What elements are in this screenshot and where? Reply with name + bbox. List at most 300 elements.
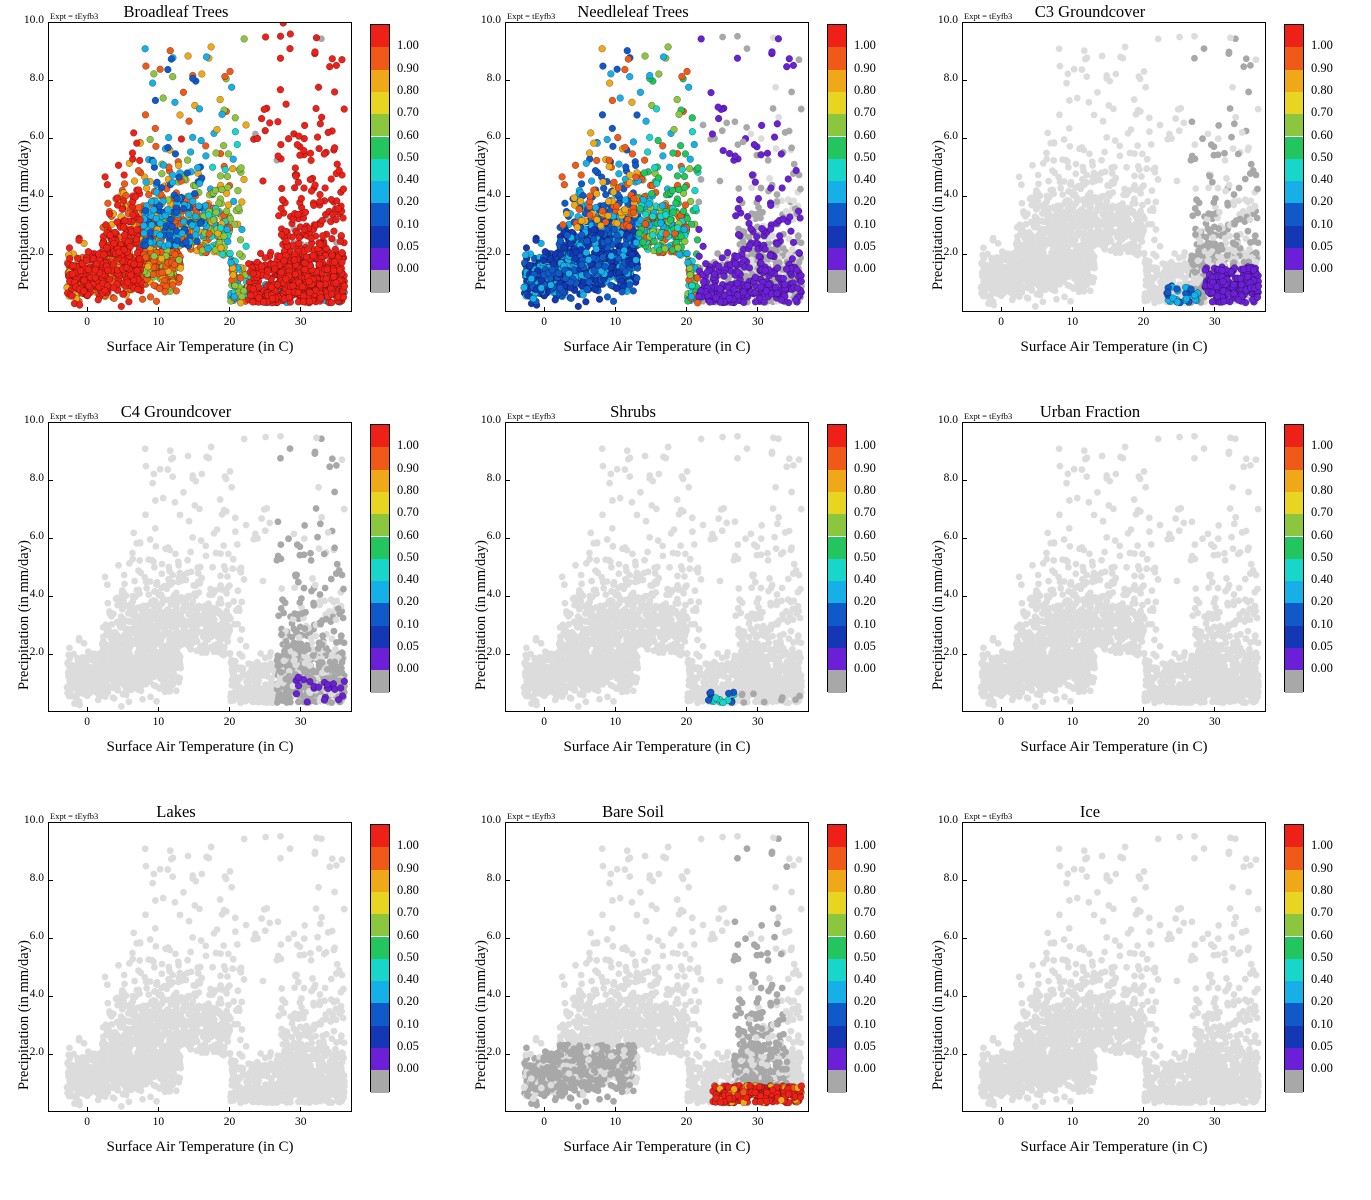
y-tick-label: 6.0 [29, 130, 44, 142]
scatter-points [963, 823, 1266, 1112]
x-axis-label: Surface Air Temperature (in C) [106, 339, 294, 355]
colorbar-segment [1285, 25, 1303, 47]
colorbar-tick-label: 0.80 [1311, 882, 1333, 897]
colorbar-tick-label: 0.80 [397, 882, 419, 897]
colorbar-tick-label: 0.90 [397, 60, 419, 75]
x-tick [757, 707, 758, 712]
y-tick [48, 1054, 53, 1055]
scatter-points [506, 23, 809, 312]
colorbar-tick-label: 0.05 [854, 239, 876, 253]
y-tick [48, 996, 53, 997]
y-tick [505, 138, 510, 139]
y-tick [505, 480, 510, 481]
colorbar-tick-label: 1.00 [1311, 438, 1333, 453]
colorbar-segment [828, 270, 846, 292]
colorbar-tick-label: 0.80 [854, 82, 876, 97]
y-tick [48, 254, 53, 255]
colorbar-segment [1285, 981, 1303, 1003]
x-tick [757, 1107, 758, 1112]
colorbar-tick-label: 0.90 [854, 60, 876, 75]
x-tick [1143, 307, 1144, 312]
colorbar [370, 824, 390, 1092]
colorbar-tick-label: 0.10 [854, 1016, 876, 1031]
panel-title: Ice [1079, 802, 1101, 821]
y-tick [505, 596, 510, 597]
colorbar-tick-label: 1.00 [397, 438, 419, 453]
x-tick-label: 20 [680, 1116, 693, 1128]
colorbar-segment [371, 1026, 389, 1048]
x-tick [229, 1107, 230, 1112]
x-tick-label: 20 [680, 316, 693, 328]
colorbar-tick-label: 0.80 [397, 482, 419, 497]
y-axis-label: Precipitation (in mm/day) [16, 540, 32, 690]
colorbar-tick-label: 0.40 [397, 572, 419, 587]
x-tick [1214, 307, 1215, 312]
y-tick [962, 1054, 967, 1055]
colorbar-tick-label: 0.05 [1311, 239, 1333, 253]
colorbar-segment [371, 514, 389, 536]
colorbar-segment [828, 870, 846, 892]
scatter-points [506, 823, 809, 1112]
colorbar-segment [828, 226, 846, 248]
colorbar-segment [828, 559, 846, 581]
x-tick [686, 707, 687, 712]
colorbar-segment [371, 203, 389, 225]
colorbar-tick-label: 0.60 [854, 527, 876, 542]
colorbar-segment [1285, 447, 1303, 469]
colorbar-segment [828, 114, 846, 136]
colorbar-tick-label: 0.80 [397, 82, 419, 97]
colorbar-segment [1285, 825, 1303, 847]
y-tick [505, 1054, 510, 1055]
colorbar-segment [1285, 914, 1303, 936]
colorbar-segment [371, 870, 389, 892]
colorbar-tick-label: 0.60 [397, 127, 419, 142]
y-tick-label: 2.0 [486, 246, 501, 258]
y-tick-label: 8.0 [943, 72, 958, 84]
x-tick-label: 10 [152, 1116, 165, 1128]
colorbar-segment [371, 914, 389, 936]
panel-title: Bare Soil [602, 802, 664, 821]
y-tick [505, 196, 510, 197]
x-tick-label: 10 [609, 1116, 622, 1128]
x-tick [87, 1107, 88, 1112]
colorbar-tick-label: 0.20 [854, 194, 876, 209]
y-tick-label: 6.0 [943, 530, 958, 542]
colorbar-tick-label: 0.60 [1311, 127, 1333, 142]
x-tick [158, 1107, 159, 1112]
x-tick-label: 30 [751, 1116, 764, 1128]
colorbar-segment [828, 537, 846, 559]
colorbar-tick-label: 0.80 [1311, 82, 1333, 97]
colorbar [827, 24, 847, 292]
y-tick-label: 2.0 [943, 646, 958, 658]
y-tick [505, 538, 510, 539]
x-axis-label: Surface Air Temperature (in C) [563, 739, 751, 755]
colorbar-tick-label: 0.40 [1311, 172, 1333, 187]
x-tick-label: 0 [998, 716, 1005, 728]
colorbar-segment [1285, 425, 1303, 447]
colorbar-tick-label: 0.70 [397, 505, 419, 520]
panel-title: Shrubs [610, 402, 656, 421]
colorbar-segment [371, 847, 389, 869]
expt-label: Expt = tEyfb3 [964, 411, 1013, 421]
scatter-points [49, 23, 352, 312]
x-tick [300, 1107, 301, 1112]
colorbar-tick-label: 0.10 [397, 1016, 419, 1031]
scatter-points [506, 423, 809, 712]
y-tick-label: 2.0 [29, 646, 44, 658]
chart-panel [0, 800, 457, 1200]
y-tick [505, 254, 510, 255]
colorbar-segment [1285, 626, 1303, 648]
y-tick-label: 2.0 [943, 1046, 958, 1058]
colorbar-segment [371, 470, 389, 492]
colorbar [370, 24, 390, 292]
x-tick-label: 10 [1066, 716, 1079, 728]
x-axis-label: Surface Air Temperature (in C) [563, 339, 751, 355]
colorbar-tick-label: 0.10 [1311, 1016, 1333, 1031]
y-tick-label: 2.0 [29, 246, 44, 258]
colorbar [1284, 824, 1304, 1092]
x-tick [544, 1107, 545, 1112]
y-tick-label: 8.0 [486, 72, 501, 84]
colorbar-tick-label: 0.05 [397, 239, 419, 253]
x-tick [87, 307, 88, 312]
colorbar-tick-label: 0.20 [397, 194, 419, 209]
y-axis-label: Precipitation (in mm/day) [473, 940, 489, 1090]
y-tick [48, 422, 53, 423]
y-tick-label: 10.0 [937, 14, 958, 26]
x-tick-label: 0 [84, 716, 91, 728]
colorbar-tick-label: 0.70 [854, 505, 876, 520]
x-tick-label: 30 [1208, 1116, 1221, 1128]
x-tick [1001, 307, 1002, 312]
x-tick-label: 30 [751, 316, 764, 328]
plot-area [505, 422, 809, 712]
colorbar-segment [1285, 514, 1303, 536]
x-tick [544, 307, 545, 312]
y-tick [48, 138, 53, 139]
colorbar-tick-label: 0.10 [1311, 616, 1333, 631]
y-tick-label: 10.0 [23, 14, 44, 26]
y-tick-label: 6.0 [29, 530, 44, 542]
colorbar-tick-label: 0.40 [397, 972, 419, 987]
colorbar [1284, 24, 1304, 292]
colorbar-segment [828, 470, 846, 492]
y-tick [962, 822, 967, 823]
colorbar-tick-label: 0.05 [1311, 639, 1333, 653]
colorbar-tick-label: 0.50 [397, 149, 419, 164]
colorbar-segment [828, 825, 846, 847]
colorbar-segment [371, 70, 389, 92]
colorbar-segment [371, 492, 389, 514]
x-tick [300, 307, 301, 312]
colorbar [827, 424, 847, 692]
x-tick [615, 1107, 616, 1112]
colorbar-segment [828, 181, 846, 203]
colorbar-segment [1285, 137, 1303, 159]
y-axis-label: Precipitation (in mm/day) [473, 140, 489, 290]
colorbar-segment [371, 447, 389, 469]
y-tick-label: 10.0 [23, 414, 44, 426]
colorbar-segment [828, 137, 846, 159]
x-tick-label: 20 [223, 1116, 236, 1128]
colorbar-tick-label: 0.20 [854, 594, 876, 609]
colorbar-segment [828, 581, 846, 603]
colorbar-segment [828, 892, 846, 914]
colorbar-segment [1285, 248, 1303, 270]
colorbar-segment [1285, 648, 1303, 670]
colorbar-segment [371, 159, 389, 181]
colorbar-tick-label: 0.50 [397, 949, 419, 964]
y-tick-label: 4.0 [486, 188, 501, 200]
x-tick-label: 30 [294, 716, 307, 728]
x-tick [1214, 707, 1215, 712]
expt-label: Expt = tEyfb3 [507, 811, 556, 821]
x-tick-label: 0 [998, 1116, 1005, 1128]
colorbar-tick-label: 0.80 [1311, 482, 1333, 497]
panel-title: Needleleaf Trees [577, 2, 689, 21]
colorbar-segment [828, 25, 846, 47]
y-tick [962, 22, 967, 23]
chart-panel [457, 800, 914, 1200]
y-tick [48, 880, 53, 881]
colorbar-tick-label: 0.05 [854, 639, 876, 653]
colorbar-segment [828, 1048, 846, 1070]
panel-title: C3 Groundcover [1034, 2, 1146, 21]
expt-label: Expt = tEyfb3 [50, 411, 99, 421]
colorbar-tick-label: 1.00 [854, 838, 876, 853]
panel-title: Broadleaf Trees [123, 2, 229, 21]
x-tick [544, 707, 545, 712]
colorbar-segment [371, 937, 389, 959]
colorbar-segment [1285, 492, 1303, 514]
y-tick [505, 938, 510, 939]
colorbar-tick-label: 1.00 [397, 38, 419, 53]
x-tick [158, 307, 159, 312]
y-tick-label: 8.0 [486, 472, 501, 484]
colorbar-segment [371, 892, 389, 914]
colorbar-segment [828, 670, 846, 692]
colorbar [1284, 424, 1304, 692]
y-tick [505, 22, 510, 23]
colorbar-tick-label: 0.10 [1311, 216, 1333, 231]
colorbar-segment [828, 203, 846, 225]
colorbar-tick-label: 0.70 [1311, 505, 1333, 520]
expt-label: Expt = tEyfb3 [964, 11, 1013, 21]
x-tick [1143, 1107, 1144, 1112]
y-tick-label: 10.0 [480, 14, 501, 26]
y-tick [48, 938, 53, 939]
colorbar-segment [1285, 181, 1303, 203]
y-tick-label: 10.0 [23, 814, 44, 826]
y-tick-label: 10.0 [937, 814, 958, 826]
y-tick [962, 480, 967, 481]
colorbar-segment [371, 114, 389, 136]
colorbar-tick-label: 0.20 [1311, 594, 1333, 609]
x-tick [1143, 707, 1144, 712]
colorbar-tick-label: 0.40 [397, 172, 419, 187]
panel-title: Lakes [156, 802, 196, 821]
y-tick [505, 654, 510, 655]
x-axis-label: Surface Air Temperature (in C) [563, 1139, 751, 1155]
colorbar-segment [1285, 47, 1303, 69]
x-tick [686, 307, 687, 312]
expt-label: Expt = tEyfb3 [507, 11, 556, 21]
y-tick [505, 80, 510, 81]
colorbar-segment [1285, 470, 1303, 492]
y-tick-label: 8.0 [29, 472, 44, 484]
colorbar-tick-label: 0.10 [854, 216, 876, 231]
colorbar-segment [371, 648, 389, 670]
x-tick-label: 0 [998, 316, 1005, 328]
y-tick-label: 8.0 [29, 72, 44, 84]
colorbar-tick-label: 0.20 [1311, 994, 1333, 1009]
y-tick-label: 8.0 [29, 872, 44, 884]
expt-label: Expt = tEyfb3 [50, 811, 99, 821]
colorbar-segment [828, 959, 846, 981]
x-tick [229, 707, 230, 712]
plot-area [48, 822, 352, 1112]
colorbar-tick-label: 0.70 [854, 905, 876, 920]
panel-title: C4 Groundcover [120, 402, 232, 421]
colorbar-segment [1285, 1070, 1303, 1092]
colorbar-segment [828, 447, 846, 469]
x-tick-label: 30 [294, 316, 307, 328]
y-axis-label: Precipitation (in mm/day) [16, 140, 32, 290]
colorbar [827, 824, 847, 1092]
colorbar-segment [1285, 537, 1303, 559]
expt-label: Expt = tEyfb3 [50, 11, 99, 21]
y-tick [48, 480, 53, 481]
y-tick-label: 4.0 [486, 588, 501, 600]
colorbar-tick-label: 0.90 [854, 860, 876, 875]
x-axis-label: Surface Air Temperature (in C) [1020, 339, 1208, 355]
colorbar-tick-label: 0.20 [397, 994, 419, 1009]
x-tick [1001, 1107, 1002, 1112]
colorbar-segment [1285, 581, 1303, 603]
colorbar-tick-label: 0.00 [397, 661, 419, 676]
colorbar-segment [828, 92, 846, 114]
colorbar-tick-label: 0.10 [854, 616, 876, 631]
expt-label: Expt = tEyfb3 [507, 411, 556, 421]
y-tick-label: 6.0 [29, 930, 44, 942]
colorbar-segment [371, 537, 389, 559]
x-tick-label: 10 [609, 716, 622, 728]
y-axis-label: Precipitation (in mm/day) [473, 540, 489, 690]
colorbar-segment [828, 1003, 846, 1025]
x-tick [1072, 707, 1073, 712]
colorbar-segment [371, 603, 389, 625]
x-tick-label: 20 [1137, 1116, 1150, 1128]
scatter-points [963, 23, 1266, 312]
colorbar-tick-label: 0.60 [1311, 927, 1333, 942]
colorbar-segment [1285, 959, 1303, 981]
colorbar-segment [1285, 114, 1303, 136]
x-axis-label: Surface Air Temperature (in C) [1020, 1139, 1208, 1155]
x-tick-label: 0 [84, 1116, 91, 1128]
colorbar-segment [828, 47, 846, 69]
colorbar-tick-label: 0.00 [397, 1061, 419, 1076]
y-tick [962, 138, 967, 139]
y-tick [962, 422, 967, 423]
y-tick [48, 654, 53, 655]
colorbar-tick-label: 1.00 [1311, 838, 1333, 853]
colorbar-segment [371, 1070, 389, 1092]
colorbar-tick-label: 0.90 [397, 860, 419, 875]
colorbar-tick-label: 0.10 [397, 216, 419, 231]
colorbar-segment [828, 159, 846, 181]
colorbar-segment [1285, 70, 1303, 92]
x-tick-label: 10 [152, 716, 165, 728]
colorbar-tick-label: 0.60 [1311, 527, 1333, 542]
colorbar-tick-label: 1.00 [854, 438, 876, 453]
colorbar-tick-label: 0.05 [854, 1039, 876, 1053]
y-tick-label: 4.0 [943, 188, 958, 200]
colorbar-segment [1285, 270, 1303, 292]
colorbar-tick-label: 0.70 [1311, 105, 1333, 120]
colorbar-tick-label: 0.60 [854, 927, 876, 942]
y-tick-label: 6.0 [486, 930, 501, 942]
y-tick [962, 880, 967, 881]
colorbar-tick-label: 0.90 [397, 460, 419, 475]
chart-panel [457, 0, 914, 400]
colorbar-segment [371, 181, 389, 203]
colorbar-tick-label: 0.70 [397, 905, 419, 920]
y-tick [962, 996, 967, 997]
colorbar-segment [371, 959, 389, 981]
y-tick [505, 422, 510, 423]
colorbar-segment [371, 559, 389, 581]
colorbar-tick-label: 0.40 [854, 172, 876, 187]
colorbar-tick-label: 0.00 [1311, 261, 1333, 276]
colorbar-segment [828, 981, 846, 1003]
y-tick-label: 8.0 [943, 472, 958, 484]
x-tick [229, 307, 230, 312]
colorbar-tick-label: 0.70 [1311, 905, 1333, 920]
plot-area [48, 22, 352, 312]
colorbar-segment [371, 270, 389, 292]
y-tick-label: 2.0 [943, 246, 958, 258]
x-tick-label: 30 [751, 716, 764, 728]
colorbar-tick-label: 0.50 [854, 949, 876, 964]
colorbar-segment [1285, 670, 1303, 692]
colorbar-tick-label: 0.40 [854, 972, 876, 987]
colorbar-tick-label: 0.05 [397, 639, 419, 653]
colorbar-tick-label: 0.80 [854, 882, 876, 897]
chart-panel [914, 400, 1371, 800]
x-tick-label: 0 [541, 1116, 548, 1128]
y-tick [962, 254, 967, 255]
x-axis-label: Surface Air Temperature (in C) [106, 1139, 294, 1155]
plot-area [505, 822, 809, 1112]
colorbar-tick-label: 0.50 [854, 149, 876, 164]
colorbar-segment [371, 670, 389, 692]
colorbar-segment [1285, 847, 1303, 869]
colorbar-segment [828, 603, 846, 625]
colorbar-tick-label: 1.00 [1311, 38, 1333, 53]
x-tick-label: 0 [84, 316, 91, 328]
colorbar-tick-label: 0.60 [397, 527, 419, 542]
chart-panel [0, 400, 457, 800]
x-tick-label: 10 [1066, 1116, 1079, 1128]
colorbar-tick-label: 0.00 [1311, 1061, 1333, 1076]
x-tick-label: 10 [609, 316, 622, 328]
colorbar-segment [371, 226, 389, 248]
y-tick [962, 938, 967, 939]
x-tick-label: 30 [1208, 716, 1221, 728]
